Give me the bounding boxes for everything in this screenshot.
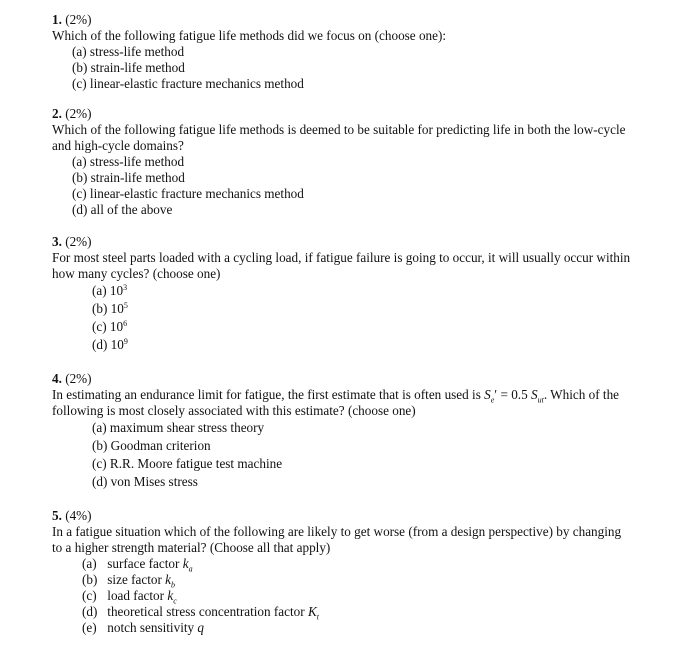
question-number: 4. — [52, 371, 62, 386]
option-a — [52, 282, 632, 300]
option-symbol: k — [167, 588, 174, 603]
option-subscript: b — [171, 580, 175, 590]
option-list — [52, 556, 632, 636]
option-symbol: q — [197, 620, 205, 635]
option-text: theoretical stress concentration factor — [107, 604, 308, 619]
question-text-after: Which of the following is most closely associated with this estimate? (choose one) — [52, 387, 620, 418]
question-text: In a fatigue situation which of the following are likely to get worse (from a design perspective) by changing to a higher strength material? (Choose all that apply) — [52, 524, 622, 555]
option-list — [52, 154, 632, 218]
option-c — [52, 318, 632, 336]
option-e — [52, 620, 632, 636]
option-symbol: K — [307, 604, 317, 619]
formula-lhs: S — [484, 387, 491, 402]
option-text: notch sensitivity — [107, 620, 198, 635]
option-d — [52, 604, 632, 620]
endurance-formula — [484, 387, 548, 405]
option-c: (c) linear-elastic fracture mechanics method — [72, 186, 304, 201]
question-weight: (2%) — [65, 371, 92, 386]
option-label: (a) — [82, 556, 97, 571]
option-text: load factor — [107, 588, 168, 603]
option-list — [52, 419, 632, 491]
option-b: (b) strain-life method — [72, 60, 185, 75]
question-weight: (2%) — [65, 106, 92, 121]
question-weight: (2%) — [65, 12, 92, 27]
option-b: (b) Goodman criterion — [92, 438, 211, 453]
formula-rhs: S — [531, 387, 538, 402]
question-3 — [52, 234, 632, 354]
option-a: (a) stress-life method — [72, 44, 185, 59]
question-4 — [52, 371, 632, 491]
formula-rhs-sub: ut — [537, 395, 544, 405]
option-list — [52, 44, 632, 92]
option-exponent: 6 — [123, 319, 128, 328]
question-header — [52, 106, 632, 122]
option-a: (a) maximum shear stress theory — [92, 420, 265, 435]
question-header — [52, 234, 632, 250]
option-label: (c) 10 — [92, 319, 124, 334]
formula-eq: = 0.5 — [497, 387, 531, 402]
question-header — [52, 508, 632, 524]
formula-lhs-sub: e — [490, 395, 495, 405]
question-weight: (4%) — [65, 508, 92, 523]
option-b: (b) strain-life method — [72, 170, 185, 185]
option-text: size factor — [107, 572, 166, 587]
option-exponent: 9 — [123, 337, 128, 346]
option-a: (a) stress-life method — [72, 154, 185, 169]
question-2 — [52, 106, 632, 218]
option-exponent: 5 — [123, 301, 128, 310]
question-text: For most steel parts loaded with a cycling load, if fatigue failure is going to occur, it will usually occur within how many cycles? (choose one) — [52, 250, 631, 281]
question-number: 3. — [52, 234, 62, 249]
option-c — [52, 588, 632, 604]
question-1 — [52, 12, 632, 92]
option-label: (b) — [82, 572, 98, 587]
formula-prime: ′ — [494, 387, 498, 402]
option-subscript: t — [316, 612, 319, 622]
option-label: (b) 10 — [92, 301, 124, 316]
question-text-before: In estimating an endurance limit for fatigue, the first estimate that is often used is — [52, 387, 485, 402]
question-text: Which of the following fatigue life methods did we focus on (choose one): — [52, 28, 447, 43]
question-header — [52, 371, 632, 387]
option-list — [52, 282, 632, 354]
option-exponent: 3 — [123, 283, 128, 292]
question-text: Which of the following fatigue life methods is deemed to be suitable for predicting life in both the low-cycle and high-cycle domains? — [52, 122, 626, 153]
question-number: 5. — [52, 508, 62, 523]
question-5 — [52, 508, 632, 636]
option-d — [52, 336, 632, 354]
option-label: (c) — [82, 588, 97, 603]
option-b — [52, 300, 632, 318]
option-c: (c) linear-elastic fracture mechanics method — [72, 76, 304, 91]
option-d: (d) von Mises stress — [92, 474, 198, 489]
option-c: (c) R.R. Moore fatigue test machine — [92, 456, 283, 471]
question-number: 1. — [52, 12, 62, 27]
option-symbol: k — [182, 556, 189, 571]
question-weight: (2%) — [65, 234, 92, 249]
option-subscript: a — [188, 564, 193, 574]
option-label: (e) — [82, 620, 97, 635]
question-header — [52, 12, 632, 28]
option-a — [52, 556, 632, 572]
option-subscript: c — [173, 596, 177, 606]
question-text — [52, 387, 632, 419]
option-b — [52, 572, 632, 588]
option-d: (d) all of the above — [72, 202, 173, 217]
option-label: (d) — [82, 604, 98, 619]
option-label: (a) 10 — [92, 283, 124, 298]
option-label: (d) 10 — [92, 337, 124, 352]
option-symbol: k — [165, 572, 171, 587]
formula-end: . — [543, 387, 548, 402]
question-number: 2. — [52, 106, 62, 121]
option-text: surface factor — [107, 556, 183, 571]
